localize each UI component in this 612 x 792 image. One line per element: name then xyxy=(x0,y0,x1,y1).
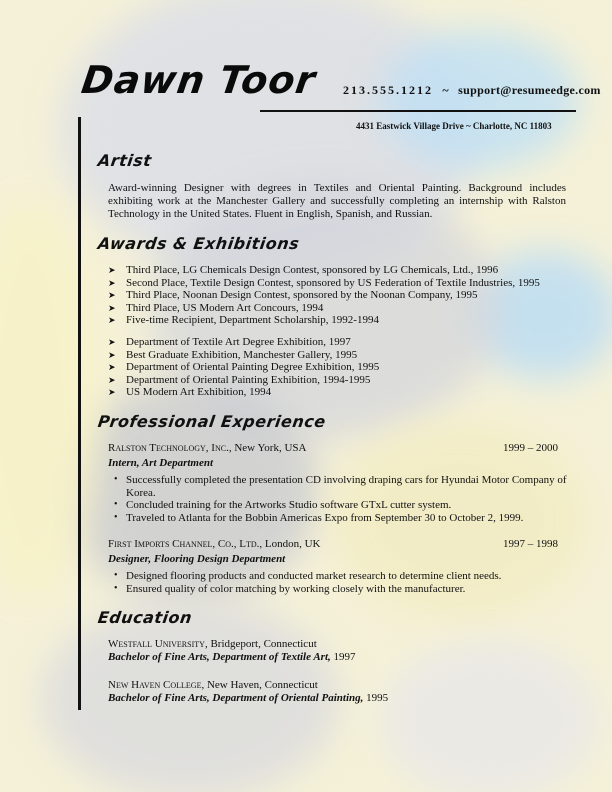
list-item: ➤ Department of Oriental Painting Degree Exhibition, 1995 xyxy=(108,361,380,374)
degree-year: 1995 xyxy=(363,692,389,704)
arrow-bullet-icon: ➤ xyxy=(108,265,116,275)
arrow-bullet-icon: ➤ xyxy=(108,362,116,373)
contact-line xyxy=(343,83,601,98)
degree: Bachelor of Fine Arts, Department of Oriental Painting, xyxy=(108,692,364,704)
education-entry xyxy=(108,638,356,664)
arrow-bullet-icon: ➤ xyxy=(108,374,116,385)
job-bullets xyxy=(108,474,568,524)
list-item: ➤ Five-time Recipient, Department Scholarship, 1992-1994 xyxy=(108,314,379,327)
list-item: • Traveled to Atlanta for the Bobbin Americas Expo from September 30 to October 2, 1999. xyxy=(114,511,524,524)
company-name: Ralston Technology, Inc. xyxy=(108,442,229,454)
school-location: , New Haven, Connecticut xyxy=(201,679,318,691)
school-location: , Bridgeport, Connecticut xyxy=(204,638,317,650)
section-heading-education: Education xyxy=(96,608,194,627)
section-heading-experience: Professional Experience xyxy=(96,412,328,431)
job-header xyxy=(108,538,558,550)
left-vertical-rule xyxy=(78,117,81,710)
education-entry xyxy=(108,679,388,705)
phone-number: 213.555.1212 xyxy=(343,83,433,97)
email-link[interactable]: support@resumeedge.com xyxy=(458,83,601,97)
company-name: First Imports Channel, Co., Ltd. xyxy=(108,538,260,550)
job-bullets xyxy=(108,570,568,595)
list-item: • Designed flooring products and conducted market research to determine client needs. xyxy=(114,570,502,582)
arrow-bullet-icon: ➤ xyxy=(108,290,116,301)
company-location: , New York, USA xyxy=(228,442,307,454)
bullet-icon: • xyxy=(114,511,118,523)
company-location: , London, UK xyxy=(259,538,321,550)
header-rule xyxy=(260,110,576,112)
arrow-bullet-icon: ➤ xyxy=(108,387,116,398)
arrow-bullet-icon: ➤ xyxy=(108,302,116,313)
list-item: ➤ US Modern Art Exhibition, 1994 xyxy=(108,386,272,399)
bullet-icon: • xyxy=(114,582,118,594)
list-item: ➤ Department of Oriental Painting Exhibition, 1994-1995 xyxy=(108,373,371,386)
candidate-name: Dawn Toor xyxy=(78,58,319,102)
arrow-bullet-icon: ➤ xyxy=(108,337,116,347)
summary-paragraph: Award-winning Designer with degrees in Textiles and Oriental Painting. Background includes exhibiting work at the Manchester Gallery and successfully completing an internship with Ralston Technology in the United States. Fluent in English, Spanish, and Russian. xyxy=(108,182,566,220)
bullet-icon: • xyxy=(114,570,118,581)
job-role: Intern, Art Department xyxy=(108,457,214,469)
job-dates: 1999 – 2000 xyxy=(503,442,558,454)
school-name: Westfall University xyxy=(108,638,205,650)
job-header xyxy=(108,442,558,454)
section-heading-artist: Artist xyxy=(96,151,153,170)
school-name: New Haven College xyxy=(108,679,202,691)
list-item: ➤ Third Place, US Modern Art Concours, 1994 xyxy=(108,301,324,314)
awards-list xyxy=(108,264,568,327)
bullet-icon: • xyxy=(114,474,118,485)
degree: Bachelor of Fine Arts, Department of Textile Art, xyxy=(108,651,331,663)
arrow-bullet-icon: ➤ xyxy=(108,277,116,288)
job-dates: 1997 – 1998 xyxy=(503,538,558,550)
list-item: ➤ Third Place, LG Chemicals Design Contest, sponsored by LG Chemicals, Ltd., 1996 xyxy=(108,264,499,276)
list-item: ➤ Third Place, Noonan Design Contest, sponsored by the Noonan Company, 1995 xyxy=(108,289,478,302)
section-heading-awards: Awards & Exhibitions xyxy=(96,234,301,253)
degree-year: 1997 xyxy=(330,651,356,663)
job-role: Designer, Flooring Design Department xyxy=(108,553,286,565)
list-item: • Ensured quality of color matching by working closely with the manufacturer. xyxy=(114,582,466,595)
contact-separator: ~ xyxy=(442,83,449,97)
bullet-icon: • xyxy=(114,499,118,511)
arrow-bullet-icon: ➤ xyxy=(108,349,116,360)
list-item: • Concluded training for the Artworks Studio software GTxL cutter system. xyxy=(114,499,452,512)
arrow-bullet-icon: ➤ xyxy=(108,315,116,326)
list-item: ➤ Department of Textile Art Degree Exhibition, 1997 xyxy=(108,336,351,348)
exhibitions-list xyxy=(108,336,568,399)
list-item: ➤ Second Place, Textile Design Contest, sponsored by US Federation of Textile Industries, 1995 xyxy=(108,276,540,289)
list-item: ➤ Best Graduate Exhibition, Manchester Gallery, 1995 xyxy=(108,348,358,361)
list-item: • Successfully completed the presentation CD involving draping cars for Hyundai Motor Company of Korea. xyxy=(114,474,567,499)
address: 4431 Eastwick Village Drive ~ Charlotte, NC 11803 xyxy=(356,121,552,131)
